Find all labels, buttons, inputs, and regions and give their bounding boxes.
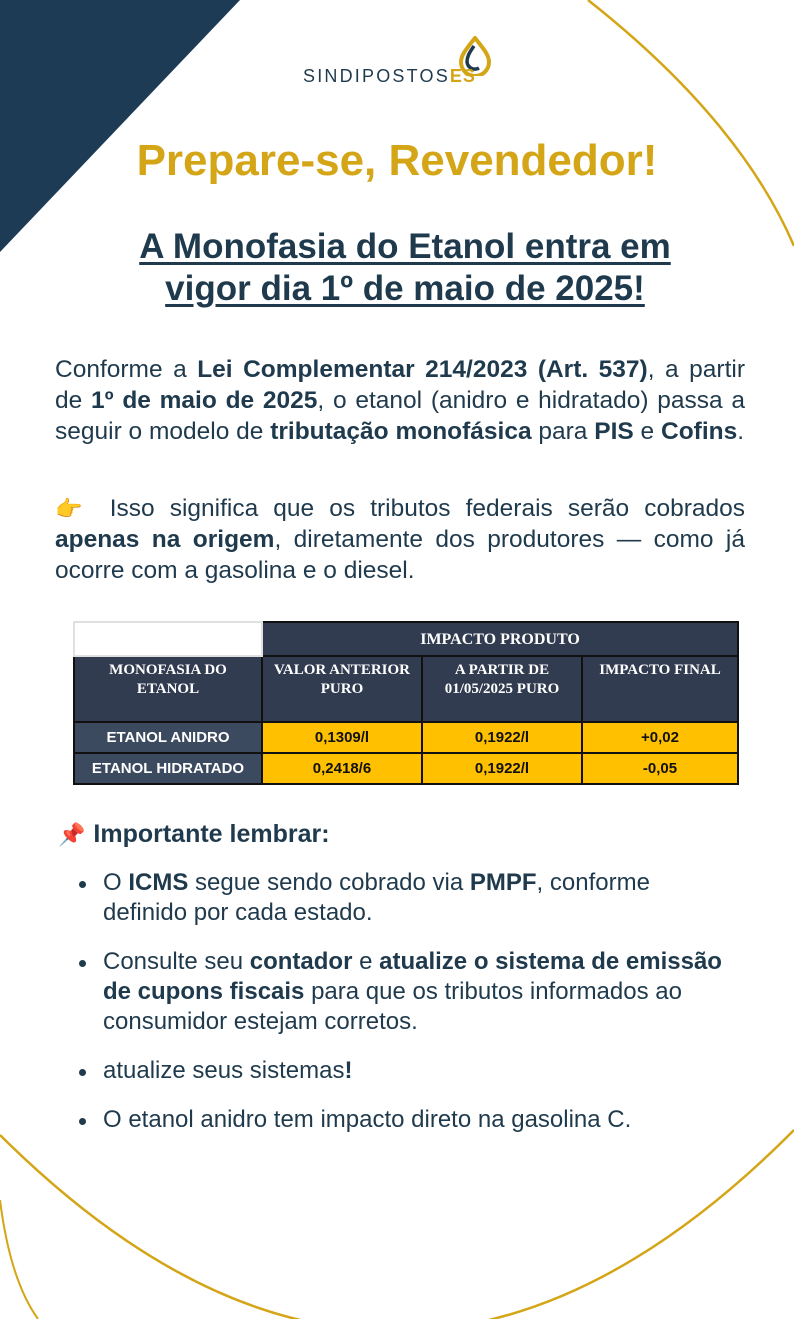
table-header-impacto-final: IMPACTO FINAL [582,656,738,722]
list-item: O ICMS segue sendo cobrado via PMPF, conforme definido por cada estado. [60,868,730,928]
bullet-icon [79,960,86,967]
cell-anterior: 0,1309/l [262,722,422,753]
list-item: atualize seus sistemas! [60,1056,730,1086]
cell-anterior: 0,2418/6 [262,753,422,784]
intro-paragraph: Conforme a Lei Complementar 214/2023 (Art. 537), a partir de 1º de maio de 2025, o etanol (anidro e hidratado) passa a seguir o modelo de tributação monofásica para PIS e Cofins. [55,356,745,445]
row-label-hidratado: ETANOL HIDRATADO [74,753,262,784]
sindipostos-logo [303,36,503,92]
pointing-hand-icon: 👉 [55,496,91,521]
table-row [74,722,738,753]
table-group-header: IMPACTO PRODUTO [262,622,738,656]
table-header-a-partir: A PARTIR DE 01/05/2025 PURO [422,656,582,722]
table-header-valor-anterior: VALOR ANTERIOR PURO [262,656,422,722]
table-row [74,753,738,784]
logo-wordmark: SINDIPOSTOSES [303,66,476,86]
headline: Prepare-se, Revendedor! [136,136,658,185]
important-heading: 📌 Importante lembrar: [58,820,330,848]
cell-impacto: -0,05 [582,753,738,784]
row-label-anidro: ETANOL ANIDRO [74,722,262,753]
cell-impacto: +0,02 [582,722,738,753]
explanation-paragraph: 👉 Isso significa que os tributos federais serão cobrados apenas na origem, diretamente dos produtores — como já ocorre com a gasolina e o diesel. [55,495,746,584]
pushpin-icon: 📌 [58,822,86,847]
bullet-icon [79,1118,86,1125]
cell-novo: 0,1922/l [422,722,582,753]
table-blank-cell [74,622,262,656]
list-item: O etanol anidro tem impacto direto na gasolina C. [60,1105,730,1135]
bullet-icon [79,1069,86,1076]
list-item: Consulte seu contador e atualize o sistema de emissão de cupons fiscais para que os tributos informados ao consumidor estejam corretos. [60,947,730,1037]
impact-table [73,621,739,785]
reminder-list [60,868,730,1154]
table-header-monofasia: MONOFASIA DO ETANOL [74,656,262,722]
cell-novo: 0,1922/l [422,753,582,784]
subtitle: A Monofasia do Etanol entra em vigor dia 1º de maio de 2025! [139,227,671,308]
bullet-icon [79,881,86,888]
